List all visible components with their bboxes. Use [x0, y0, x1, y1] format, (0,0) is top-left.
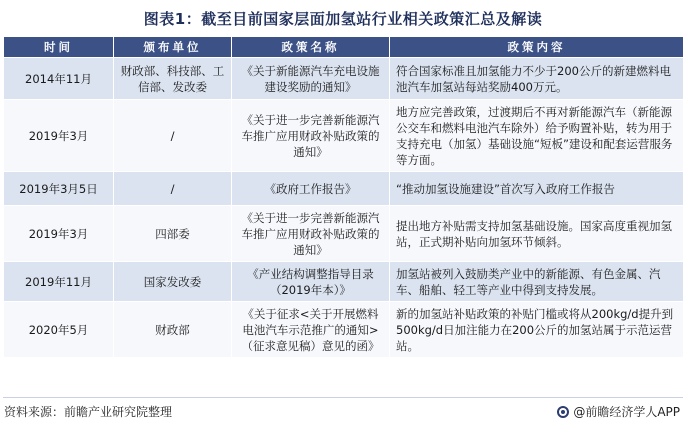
cell-time: 2019年3月5日 — [4, 172, 114, 206]
table-row — [4, 100, 684, 172]
brand-text: @前瞻经济学人APP — [573, 405, 680, 419]
cell-unit: 国家发改委 — [114, 262, 232, 302]
cell-time: 2014年11月 — [4, 58, 114, 100]
footer-divider — [3, 397, 683, 398]
cell-content: 提出地方补贴需支持加氢基础设施。国家高度重视加氢站，正式期补贴向加氢环节倾斜。 — [390, 206, 684, 262]
brand-logo-icon — [557, 406, 569, 418]
cell-content: 地方应完善政策，过渡期后不再对新能源汽车（新能源公交车和燃料电池汽车除外）给予购置补贴，转为用于支持充电（加氢）基础设施“短板”建设和配套运营服务等方面。 — [390, 100, 684, 172]
header-name: 政策名称 — [232, 37, 390, 58]
cell-name: 《关于进一步完善新能源汽车推广应用财政补贴政策的通知》 — [232, 206, 390, 262]
cell-name: 《产业结构调整指导目录（2019年本）》 — [232, 262, 390, 302]
cell-name: 《政府工作报告》 — [232, 172, 390, 206]
cell-unit: / — [114, 172, 232, 206]
cell-name: 《关于进一步完善新能源汽车推广应用财政补贴政策的通知》 — [232, 100, 390, 172]
source-note: 资料来源：前瞻产业研究院整理 — [4, 405, 173, 419]
header-unit: 颁布单位 — [114, 37, 232, 58]
cell-time: 2019年3月 — [4, 100, 114, 172]
cell-unit: 四部委 — [114, 206, 232, 262]
cell-content: 新的加氢站补贴政策的补贴门槛或将从200kg/d提升到500kg/d日加注能力在200公斤的加氢站属于示范运营站。 — [390, 302, 684, 358]
table-row — [4, 58, 684, 100]
cell-content: 符合国家标准且加氢能力不少于200公斤的新建燃料电池汽车加氢站每站奖励400万元。 — [390, 58, 684, 100]
table-row — [4, 262, 684, 302]
header-content: 政策内容 — [390, 37, 684, 58]
header-time: 时间 — [4, 37, 114, 58]
table-header-row — [4, 37, 684, 58]
cell-name: 《关于新能源汽车充电设施建设奖励的通知》 — [232, 58, 390, 100]
policy-table — [3, 36, 684, 358]
cell-content: “推动加氢设施建设”首次写入政府工作报告 — [390, 172, 684, 206]
table-row — [4, 206, 684, 262]
chart-title: 图表1：截至目前国家层面加氢站行业相关政策汇总及解读 — [143, 10, 543, 28]
brand-credit — [557, 403, 680, 420]
table-row — [4, 302, 684, 358]
cell-name: 《关于征求<关于开展燃料电池汽车示范推广的通知>（征求意见稿）意见的函》 — [232, 302, 390, 358]
cell-unit: 财政部 — [114, 302, 232, 358]
cell-unit: 财政部、科技部、工信部、发改委 — [114, 58, 232, 100]
cell-time: 2020年5月 — [4, 302, 114, 358]
cell-time: 2019年11月 — [4, 262, 114, 302]
cell-content: 加氢站被列入鼓励类产业中的新能源、有色金属、汽车、船舶、轻工等产业中得到支持发展。 — [390, 262, 684, 302]
cell-unit: / — [114, 100, 232, 172]
cell-time: 2019年3月 — [4, 206, 114, 262]
table-row — [4, 172, 684, 206]
